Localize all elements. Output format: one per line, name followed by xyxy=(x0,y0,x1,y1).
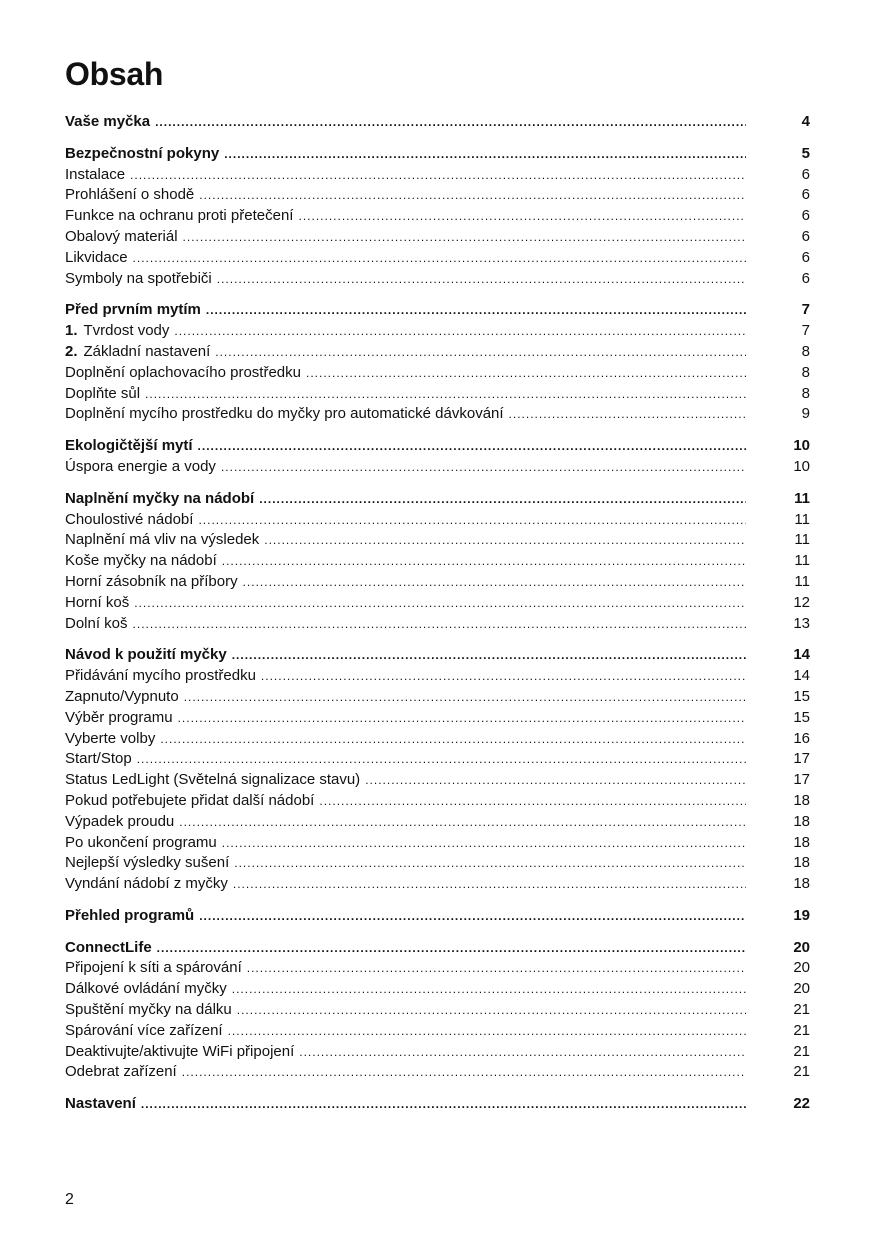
toc-entry-page: 17 xyxy=(793,771,810,789)
toc-heading-label xyxy=(65,436,193,457)
toc-entry-label xyxy=(65,687,179,708)
table-of-contents xyxy=(65,112,810,1126)
dot-leader xyxy=(243,572,746,593)
toc-entry-page: 12 xyxy=(793,593,810,611)
dot-leader xyxy=(145,384,746,405)
toc-heading[interactable] xyxy=(65,645,810,666)
toc-section xyxy=(65,938,810,1084)
dot-leader xyxy=(306,363,746,384)
toc-entry[interactable] xyxy=(65,853,810,874)
toc-entry[interactable] xyxy=(65,269,810,290)
toc-entry-label xyxy=(65,729,155,750)
dot-leader xyxy=(198,510,746,531)
toc-entry[interactable] xyxy=(65,614,810,635)
toc-entry-number: 1. xyxy=(65,322,78,340)
dot-leader xyxy=(141,1094,746,1115)
toc-entry[interactable] xyxy=(65,749,810,770)
toc-section xyxy=(65,1094,810,1115)
toc-entry-label xyxy=(65,342,210,363)
dot-leader xyxy=(247,958,746,979)
toc-entry-text: Naplnění má vliv na výsledek xyxy=(65,531,260,549)
dot-leader xyxy=(199,185,746,206)
toc-entry-page: 18 xyxy=(793,854,810,872)
toc-entry-label xyxy=(65,833,217,854)
toc-entry-page: 6 xyxy=(801,227,810,245)
toc-entry-text: Pokud potřebujete přidat další nádobí xyxy=(65,791,315,809)
toc-heading-page: 19 xyxy=(793,906,810,924)
toc-entry-page: 8 xyxy=(801,384,810,402)
dot-leader xyxy=(174,321,746,342)
toc-entry-label xyxy=(65,384,140,405)
toc-entry-page: 11 xyxy=(794,510,810,528)
toc-entry-text: Nastavení xyxy=(65,1095,136,1113)
toc-entry[interactable] xyxy=(65,791,810,812)
toc-entry-page: 21 xyxy=(793,1021,810,1039)
page-title: Obsah xyxy=(65,56,164,92)
toc-entry[interactable] xyxy=(65,457,810,478)
toc-entry-text: Úspora energie a vody xyxy=(65,457,216,475)
dot-leader xyxy=(233,874,746,895)
toc-entry-text: Tvrdost vody xyxy=(83,322,170,340)
toc-entry-text: Status LedLight (Světelná signalizace stavu) xyxy=(65,771,361,789)
toc-heading-page: 22 xyxy=(793,1095,810,1113)
toc-entry-text: Start/Stop xyxy=(65,750,132,768)
toc-heading-page: 20 xyxy=(793,938,810,956)
toc-entry-text: Vyndání nádobí z myčky xyxy=(65,875,228,893)
toc-entry-text: Ekologičtější mytí xyxy=(65,437,193,455)
toc-entry-label xyxy=(65,770,360,791)
dot-leader xyxy=(134,593,746,614)
toc-entry[interactable] xyxy=(65,687,810,708)
toc-entry-page: 20 xyxy=(793,959,810,977)
toc-heading[interactable] xyxy=(65,489,810,510)
toc-entry-page: 13 xyxy=(793,614,810,632)
toc-entry-label xyxy=(65,708,173,729)
dot-leader xyxy=(199,906,746,927)
toc-entry-text: Výpadek proudu xyxy=(65,812,175,830)
toc-entry-text: Likvidace xyxy=(65,248,128,266)
toc-entry-text: Symboly na spotřebiči xyxy=(65,269,212,287)
dot-leader xyxy=(182,1062,746,1083)
toc-entry-label xyxy=(65,551,217,572)
toc-entry[interactable] xyxy=(65,593,810,614)
toc-entry-page: 15 xyxy=(793,708,810,726)
dot-leader xyxy=(509,404,746,425)
toc-entry[interactable] xyxy=(65,572,810,593)
toc-section xyxy=(65,489,810,635)
dot-leader xyxy=(215,342,746,363)
dot-leader xyxy=(365,770,746,791)
dot-leader xyxy=(298,206,746,227)
toc-heading-page: 5 xyxy=(801,144,810,162)
toc-entry-label xyxy=(65,572,238,593)
toc-entry-label xyxy=(65,404,504,425)
toc-entry-page: 18 xyxy=(793,875,810,893)
toc-entry-page: 21 xyxy=(793,1001,810,1019)
toc-entry-label xyxy=(65,1042,294,1063)
toc-entry-text: Prohlášení o shodě xyxy=(65,186,195,204)
toc-entry-text: Doplnění oplachovacího prostředku xyxy=(65,363,301,381)
dot-leader xyxy=(234,853,746,874)
toc-heading-label xyxy=(65,144,219,165)
toc-entry[interactable] xyxy=(65,666,810,687)
toc-entry-page: 6 xyxy=(801,207,810,225)
toc-entry-text: Nejlepší výsledky sušení xyxy=(65,854,230,872)
dot-leader xyxy=(299,1042,746,1063)
toc-section xyxy=(65,906,810,927)
toc-heading[interactable] xyxy=(65,112,810,133)
toc-entry-text: Horní koš xyxy=(65,593,130,611)
toc-entry-page: 18 xyxy=(793,833,810,851)
toc-heading-page: 11 xyxy=(794,489,810,507)
toc-entry[interactable] xyxy=(65,874,810,895)
dot-leader xyxy=(133,248,746,269)
dot-leader xyxy=(183,227,746,248)
toc-entry-label xyxy=(65,853,229,874)
toc-entry-text: Zapnuto/Vypnuto xyxy=(65,687,179,705)
toc-entry-label xyxy=(65,1062,177,1083)
dot-leader xyxy=(264,530,746,551)
toc-heading[interactable] xyxy=(65,436,810,457)
toc-entry-text: Připojení k síti a spárování xyxy=(65,959,242,977)
dot-leader xyxy=(224,144,746,165)
toc-entry[interactable] xyxy=(65,227,810,248)
toc-entry-page: 10 xyxy=(793,457,810,475)
toc-entry[interactable] xyxy=(65,248,810,269)
toc-entry-label xyxy=(65,958,242,979)
footer-page-number: 2 xyxy=(65,1191,74,1208)
toc-entry-label xyxy=(65,530,259,551)
toc-entry-page: 6 xyxy=(801,248,810,266)
toc-entry-label xyxy=(65,614,128,635)
dot-leader xyxy=(259,489,746,510)
toc-entry-page: 9 xyxy=(801,405,810,423)
toc-entry-text: Bezpečnostní pokyny xyxy=(65,144,220,162)
dot-leader xyxy=(160,729,746,750)
dot-leader xyxy=(228,1021,746,1042)
toc-entry-text: Horní zásobník na příbory xyxy=(65,572,238,590)
toc-heading-label xyxy=(65,645,227,666)
toc-entry-label xyxy=(65,457,216,478)
dot-leader xyxy=(157,938,746,959)
toc-entry[interactable] xyxy=(65,1062,810,1083)
toc-entry-label xyxy=(65,666,256,687)
toc-section xyxy=(65,645,810,895)
toc-entry-label xyxy=(65,185,194,206)
toc-entry-text: Doplňte sůl xyxy=(65,384,141,402)
toc-heading-label xyxy=(65,489,254,510)
toc-entry-text: Výběr programu xyxy=(65,708,173,726)
dot-leader xyxy=(178,708,746,729)
toc-entry-label xyxy=(65,1000,232,1021)
toc-entry-label xyxy=(65,227,178,248)
toc-heading[interactable] xyxy=(65,144,810,165)
toc-heading-page: 10 xyxy=(793,437,810,455)
toc-heading[interactable] xyxy=(65,906,810,927)
dot-leader xyxy=(130,165,746,186)
toc-entry-page: 15 xyxy=(793,687,810,705)
toc-entry-text: Před prvním mytím xyxy=(65,301,201,319)
toc-entry-text: Deaktivujte/aktivujte WiFi připojení xyxy=(65,1042,295,1060)
toc-entry-label xyxy=(65,248,128,269)
toc-entry-page: 6 xyxy=(801,165,810,183)
toc-entry-page: 17 xyxy=(793,750,810,768)
toc-entry-label xyxy=(65,363,301,384)
dot-leader xyxy=(217,269,746,290)
dot-leader xyxy=(237,1000,746,1021)
toc-entry-page: 20 xyxy=(793,980,810,998)
toc-entry[interactable] xyxy=(65,342,810,363)
toc-entry-label xyxy=(65,510,193,531)
toc-entry-text: Spuštění myčky na dálku xyxy=(65,1001,232,1019)
toc-section xyxy=(65,436,810,478)
toc-entry-text: Funkce na ochranu proti přetečení xyxy=(65,207,294,225)
toc-entry-page: 11 xyxy=(794,572,810,590)
toc-entry[interactable] xyxy=(65,958,810,979)
toc-entry-text: Naplnění myčky na nádobí xyxy=(65,489,255,507)
toc-heading-label xyxy=(65,1094,136,1115)
toc-entry-page: 8 xyxy=(801,363,810,381)
toc-entry[interactable] xyxy=(65,321,810,342)
dot-leader xyxy=(155,112,746,133)
toc-entry[interactable] xyxy=(65,363,810,384)
toc-entry-text: Doplnění mycího prostředku do myčky pro automatické dávkování xyxy=(65,405,504,423)
dot-leader xyxy=(232,979,746,1000)
toc-section xyxy=(65,300,810,425)
dot-leader xyxy=(184,687,746,708)
toc-entry-label xyxy=(65,321,169,342)
dot-leader xyxy=(261,666,746,687)
toc-entry[interactable] xyxy=(65,812,810,833)
dot-leader xyxy=(232,645,746,666)
toc-entry-text: Odebrat zařízení xyxy=(65,1063,177,1081)
toc-heading-label xyxy=(65,906,194,927)
dot-leader xyxy=(137,749,746,770)
toc-heading[interactable] xyxy=(65,1094,810,1115)
toc-entry-page: 21 xyxy=(793,1063,810,1081)
toc-entry[interactable] xyxy=(65,510,810,531)
toc-entry[interactable] xyxy=(65,770,810,791)
toc-entry[interactable] xyxy=(65,384,810,405)
toc-entry-page: 11 xyxy=(794,531,810,549)
toc-entry-label xyxy=(65,979,227,1000)
dot-leader xyxy=(206,300,746,321)
toc-entry[interactable] xyxy=(65,404,810,425)
toc-entry-text: Přehled programů xyxy=(65,906,195,924)
toc-entry-page: 6 xyxy=(801,186,810,204)
toc-entry-label xyxy=(65,165,125,186)
toc-entry-text: Choulostivé nádobí xyxy=(65,510,194,528)
toc-entry-label xyxy=(65,874,228,895)
toc-entry-text: ConnectLife xyxy=(65,938,152,956)
toc-entry-text: Vyberte volby xyxy=(65,729,156,747)
toc-heading-page: 7 xyxy=(801,301,810,319)
toc-entry[interactable] xyxy=(65,1042,810,1063)
toc-heading[interactable] xyxy=(65,938,810,959)
dot-leader xyxy=(222,551,746,572)
dot-leader xyxy=(221,457,746,478)
toc-entry[interactable] xyxy=(65,708,810,729)
toc-heading-label xyxy=(65,300,201,321)
dot-leader xyxy=(179,812,746,833)
toc-entry[interactable] xyxy=(65,185,810,206)
toc-entry-text: Dálkové ovládání myčky xyxy=(65,980,227,998)
toc-entry[interactable] xyxy=(65,729,810,750)
toc-entry-text: Instalace xyxy=(65,165,126,183)
toc-heading-page: 14 xyxy=(793,646,810,664)
toc-entry-label xyxy=(65,269,212,290)
toc-entry[interactable] xyxy=(65,833,810,854)
toc-entry-label xyxy=(65,593,129,614)
dot-leader xyxy=(319,791,746,812)
toc-entry-text: Koše myčky na nádobí xyxy=(65,552,217,570)
toc-entry[interactable] xyxy=(65,551,810,572)
toc-entry-page: 11 xyxy=(794,552,810,570)
dot-leader xyxy=(198,436,746,457)
toc-entry[interactable] xyxy=(65,1021,810,1042)
toc-entry-text: Vaše myčka xyxy=(65,113,151,130)
toc-entry-text: Základní nastavení xyxy=(83,342,211,360)
toc-entry-page: 18 xyxy=(793,791,810,809)
toc-entry[interactable] xyxy=(65,1000,810,1021)
toc-entry-label xyxy=(65,1021,223,1042)
toc-entry-label xyxy=(65,206,293,227)
toc-heading-label xyxy=(65,112,150,133)
toc-entry[interactable] xyxy=(65,979,810,1000)
toc-entry-text: Po ukončení programu xyxy=(65,833,217,851)
toc-heading-page: 4 xyxy=(801,113,810,130)
dot-leader xyxy=(222,833,746,854)
toc-entry[interactable] xyxy=(65,206,810,227)
toc-entry-page: 21 xyxy=(793,1042,810,1060)
toc-heading[interactable] xyxy=(65,300,810,321)
toc-section xyxy=(65,112,810,133)
toc-entry[interactable] xyxy=(65,530,810,551)
toc-entry-label xyxy=(65,749,132,770)
toc-entry-label xyxy=(65,791,314,812)
toc-entry-text: Návod k použití myčky xyxy=(65,646,227,664)
toc-entry-page: 6 xyxy=(801,269,810,287)
toc-entry-text: Spárování více zařízení xyxy=(65,1021,223,1039)
toc-entry-text: Přidávání mycího prostředku xyxy=(65,667,256,685)
toc-entry-page: 16 xyxy=(793,729,810,747)
toc-entry-text: Obalový materiál xyxy=(65,227,178,245)
toc-entry[interactable] xyxy=(65,165,810,186)
toc-entry-page: 8 xyxy=(801,342,810,360)
toc-entry-page: 18 xyxy=(793,812,810,830)
dot-leader xyxy=(133,614,746,635)
toc-entry-page: 7 xyxy=(801,322,810,340)
toc-heading-label xyxy=(65,938,152,959)
toc-entry-page: 14 xyxy=(793,667,810,685)
toc-entry-label xyxy=(65,812,174,833)
toc-section xyxy=(65,144,810,290)
toc-entry-text: Dolní koš xyxy=(65,614,128,632)
toc-entry-number: 2. xyxy=(65,342,78,360)
